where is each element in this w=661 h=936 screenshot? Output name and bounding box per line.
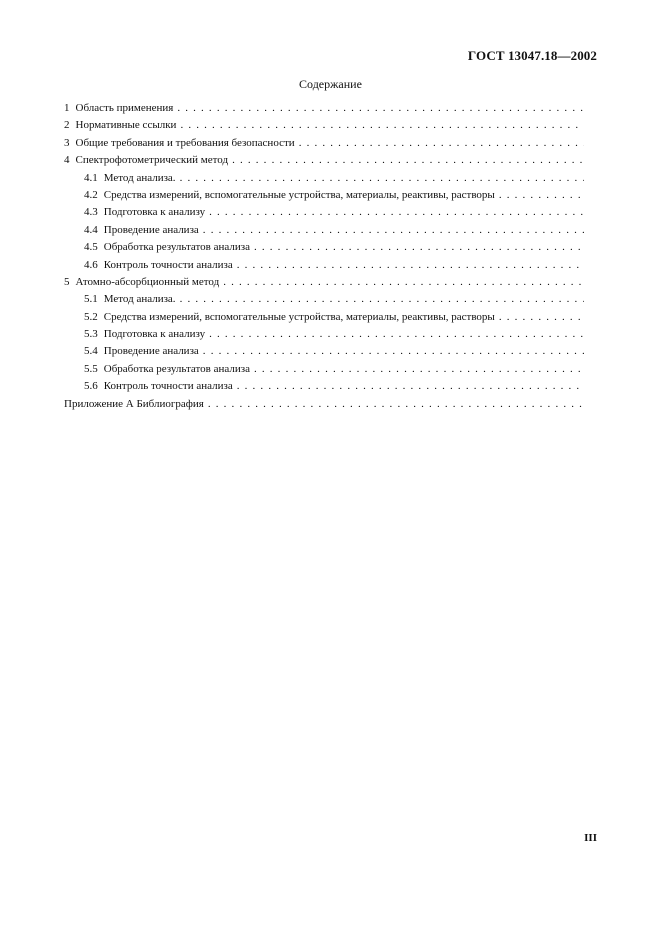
dot-leader (203, 343, 584, 360)
toc-subentry (64, 204, 584, 221)
dot-leader (177, 100, 584, 117)
toc-entry-number: 4.6 (84, 258, 98, 271)
toc-subentry (64, 343, 584, 360)
dot-leader (203, 222, 584, 239)
toc-entry-number: 5.3 (84, 328, 98, 341)
dot-leader (254, 361, 584, 378)
toc-entry-number: 4.4 (84, 223, 98, 236)
dot-leader (208, 396, 584, 413)
toc-entry-text: Обработка результатов анализа (103, 241, 250, 254)
toc-entry-text: Общие требования и требования безопасности (75, 136, 295, 149)
toc-subentry (64, 187, 584, 204)
toc-entry-number: 4 (64, 154, 70, 167)
toc-entry (64, 152, 584, 169)
toc-entry-number: 5.6 (84, 380, 98, 393)
toc-entry-text: Подготовка к анализу (103, 328, 206, 341)
dot-leader (499, 187, 584, 204)
dot-leader (180, 291, 584, 308)
dot-leader (237, 378, 584, 395)
dot-leader (180, 117, 584, 134)
toc-entry-text: Нормативные ссылки (75, 119, 177, 132)
toc-entry-text: Контроль точности анализа (103, 258, 233, 271)
dot-leader (180, 170, 584, 187)
toc-entry-text: Подготовка к анализу (103, 206, 206, 219)
toc-subentry (64, 170, 584, 187)
toc-entry-text: Область применения (75, 102, 174, 114)
toc-entry (64, 117, 584, 134)
toc-subentry (64, 361, 584, 378)
toc-subentry (64, 222, 584, 239)
dot-leader (223, 274, 584, 291)
toc-entry-text: Проведение анализа (103, 345, 199, 358)
toc-entry-number: 5 (64, 275, 70, 288)
toc-entry-number: 4.5 (84, 241, 98, 254)
toc-entry-number: 4.2 (84, 188, 98, 201)
page-number: III (584, 832, 597, 844)
toc-subentry (64, 309, 584, 326)
toc-entry-text: Приложение А Библиография (64, 397, 204, 410)
toc-subentry (64, 378, 584, 395)
dot-leader (209, 204, 584, 221)
toc-entry-number: 1 (64, 102, 70, 114)
toc-subentry (64, 326, 584, 343)
table-of-contents (64, 100, 584, 413)
dot-leader (299, 135, 584, 152)
toc-entry-text: Метод анализа. (103, 171, 176, 184)
toc-entry-number: 5.4 (84, 345, 98, 358)
toc-entry-text: Обработка результатов анализа (103, 362, 250, 375)
toc-entry-text: Метод анализа. (103, 293, 176, 306)
toc-subentry (64, 239, 584, 256)
toc-entry-number: 3 (64, 136, 70, 149)
toc-entry-text: Средства измерений, вспомогательные устройства, материалы, реактивы, растворы (103, 310, 495, 323)
dot-leader (237, 257, 584, 274)
toc-entry-text: Спектрофотометрический метод (75, 154, 229, 167)
dot-leader (232, 152, 584, 169)
dot-leader (209, 326, 584, 343)
toc-entry-text: Контроль точности анализа (103, 380, 233, 393)
toc-subentry (64, 291, 584, 308)
toc-subentry (64, 257, 584, 274)
toc-entry-number: 4.3 (84, 206, 98, 219)
dot-leader (254, 239, 584, 256)
dot-leader (499, 309, 584, 326)
toc-title: Содержание (299, 77, 362, 91)
toc-entry-text: Средства измерений, вспомогательные устройства, материалы, реактивы, растворы (103, 188, 495, 201)
toc-entry-text: Проведение анализа (103, 223, 199, 236)
toc-entry-appendix (64, 396, 584, 413)
toc-entry-number: 4.1 (84, 171, 98, 184)
toc-entry-number: 5.2 (84, 310, 98, 323)
toc-entry (64, 135, 584, 152)
toc-entry-number: 2 (64, 119, 70, 132)
toc-entry-number: 5.5 (84, 362, 98, 375)
toc-entry (64, 100, 584, 117)
document-code: ГОСТ 13047.18—2002 (467, 48, 597, 63)
toc-entry-number: 5.1 (84, 293, 98, 306)
toc-entry (64, 274, 584, 291)
toc-entry-text: Атомно-абсорбционный метод (75, 275, 220, 288)
